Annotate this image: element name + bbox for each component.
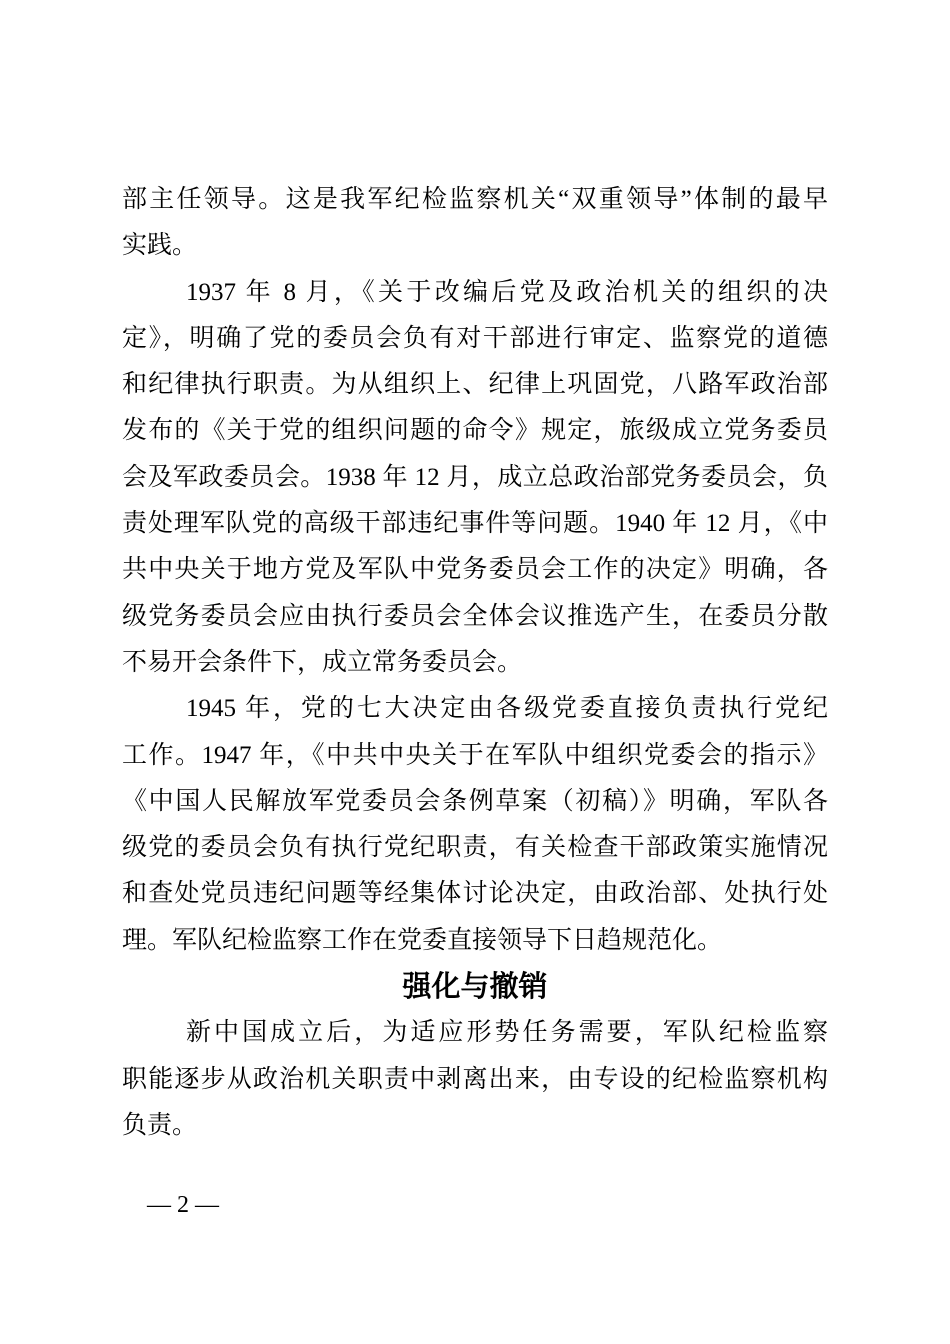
text-line: 级党的委员会负有执行党纪职责，有关检查干部政策实施情况 (122, 834, 828, 862)
text-line: 发布的《关于党的组织问题的命令》规定，旅级成立党务委员 (122, 417, 828, 445)
text-line: 职能逐步从政治机关职责中剥离出来，由专设的纪检监察机构 (122, 1065, 828, 1093)
text-line: 共中央关于地方党及军队中党务委员会工作的决定》明确，各 (122, 556, 828, 584)
text-line: 1945 年，党的七大决定由各级党委直接负责执行党纪 (186, 695, 828, 723)
text-line: 和纪律执行职责。为从组织上、纪律上巩固党，八路军政治部 (122, 371, 828, 399)
text-line: 级党务委员会应由执行委员会全体会议推选产生，在委员分散 (122, 602, 828, 630)
page-number: — 2 — (147, 1192, 219, 1218)
text-line: 会及军政委员会。1938 年 12 月，成立总政治部党务委员会，负 (122, 463, 828, 491)
text-line: 实践。 (122, 232, 198, 260)
text-line: 新中国成立后，为适应形势任务需要，军队纪检监察 (186, 1019, 828, 1047)
text-line: 1937 年 8 月，《关于改编后党及政治机关的组织的决 (186, 278, 828, 306)
text-line: 工作。1947 年，《中共中央关于在军队中组织党委会的指示》 (122, 741, 828, 769)
text-line: 《中国人民解放军党委员会条例草案（初稿）》明确，军队各 (122, 787, 828, 815)
text-line: 定》，明确了党的委员会负有对干部进行审定、监察党的道德 (122, 324, 828, 352)
document-body (122, 177, 828, 1149)
text-line: 不易开会条件下，成立常务委员会。 (122, 648, 523, 676)
section-heading: 强化与撤销 (402, 971, 548, 1004)
text-line: 负责。 (122, 1111, 198, 1139)
text-line: 和查处党员违纪问题等经集体讨论决定，由政治部、处执行处 (122, 880, 828, 908)
text-line: 责处理军队党的高级干部违纪事件等问题。1940 年 12 月，《中 (122, 510, 828, 538)
text-line: 部主任领导。这是我军纪检监察机关“双重领导”体制的最早 (122, 186, 828, 213)
text-line: 理。军队纪检监察工作在党委直接领导下日趋规范化。 (122, 926, 723, 954)
